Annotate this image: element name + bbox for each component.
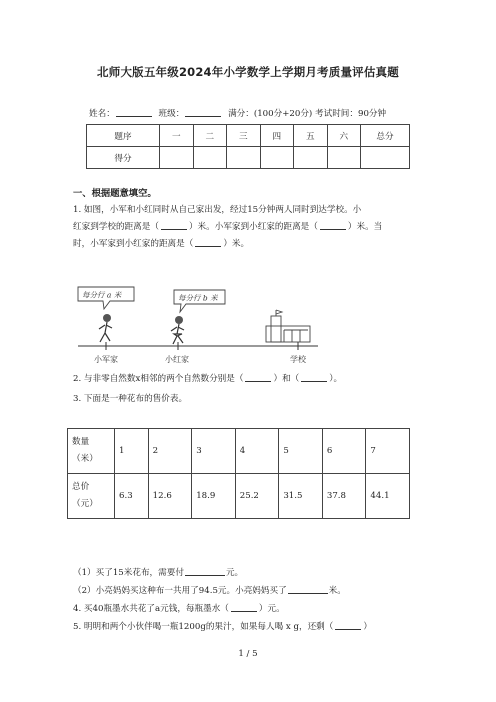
- q1-text: 红家到学校的距离是（: [73, 222, 159, 232]
- class-blank: [185, 108, 221, 117]
- score-table-cell: 题序: [87, 125, 160, 147]
- score-input-cell[interactable]: [361, 147, 410, 169]
- quantity-cell: 7: [366, 429, 410, 474]
- q2-text: ）。: [329, 374, 343, 384]
- price-table-row-header: [68, 429, 115, 474]
- price-table-quantity-row: [68, 429, 410, 474]
- row-header-line: （米）: [72, 454, 98, 464]
- class-label: 班级：: [158, 109, 185, 119]
- row-header-line: 总价: [72, 482, 90, 492]
- q3-sub1-text: 元。: [225, 568, 244, 578]
- question-2: [73, 371, 428, 388]
- answer-blank[interactable]: [161, 220, 187, 230]
- answer-blank[interactable]: [301, 372, 327, 382]
- price-cell: 44.1: [366, 474, 410, 519]
- price-cell: 18.9: [192, 474, 236, 519]
- price-cell: 37.8: [322, 474, 366, 519]
- speech-bubble-right-text: 每分行 b 米: [178, 293, 218, 303]
- row-header-line: 数量: [72, 437, 90, 447]
- answer-blank[interactable]: [335, 620, 361, 630]
- price-cell: 25.2: [235, 474, 279, 519]
- page-number: 1 / 5: [238, 649, 258, 659]
- section-heading: 一、根据题意填空。: [73, 188, 157, 199]
- question-1-line-2: [73, 219, 428, 236]
- q3-sub1-text: （1）买了15米花布，需要付: [73, 568, 184, 578]
- question-3: 3. 下面是一种花布的售价表。: [73, 394, 188, 404]
- quantity-cell: 5: [279, 429, 323, 474]
- score-table-cell: 二: [193, 125, 227, 147]
- quantity-cell: 1: [115, 429, 149, 474]
- q3-sub2-text: （2）小亮妈妈买这种布一共用了94.5元。小亮妈妈买了: [73, 586, 287, 596]
- label-school: 学校: [290, 355, 306, 364]
- score-table-cell: 五: [294, 125, 328, 147]
- score-input-cell[interactable]: [327, 147, 361, 169]
- speech-bubble-left-text: 每分行 a 米: [82, 290, 122, 300]
- q1-text: ）米。小军家到小红家的距离是（: [188, 222, 318, 232]
- question-1: [73, 202, 428, 253]
- answer-blank[interactable]: [231, 602, 257, 612]
- question-3-sub-2: [73, 583, 428, 600]
- page-title: 北师大版五年级2024年小学数学上学期月考质量评估真题: [97, 65, 399, 79]
- score-table-cell: 六: [327, 125, 361, 147]
- q5-text: 5. 明明和两个小伙伴喝一瓶1200g的果汁，如果每人喝 x g，还剩（: [73, 622, 334, 632]
- score-table-cell: 三: [227, 125, 261, 147]
- answer-blank[interactable]: [245, 372, 271, 382]
- score-input-cell[interactable]: [193, 147, 227, 169]
- answer-blank[interactable]: [185, 566, 225, 576]
- girl-figure: [171, 316, 184, 344]
- score-label: 满分：(100分+20分): [228, 109, 313, 119]
- price-cell: 31.5: [279, 474, 323, 519]
- exam-info: [89, 107, 419, 119]
- score-table: [86, 124, 410, 169]
- score-input-cell[interactable]: [160, 147, 194, 169]
- answer-blank[interactable]: [320, 220, 346, 230]
- price-table: [67, 428, 410, 519]
- answer-blank[interactable]: [195, 237, 221, 247]
- score-table-cell: 得分: [87, 147, 160, 169]
- q2-text: 2. 与非零自然数x相邻的两个自然数分别是（: [73, 374, 244, 384]
- price-table-price-row: [68, 474, 410, 519]
- school-building-icon: [266, 310, 310, 342]
- q5-text: ）: [363, 622, 372, 632]
- q1-text: ）米。: [223, 239, 250, 249]
- question-3-sub-1: [73, 565, 428, 582]
- answer-blank[interactable]: [288, 584, 328, 594]
- row-header-line: （元）: [72, 499, 98, 509]
- question-1-line-1: 1. 如图，小军和小红同时从自己家出发，经过15分钟两人同时到达学校。小: [73, 205, 362, 215]
- q1-text: 时，小军家到小红家的距离是（: [73, 239, 194, 249]
- time-label: 考试时间：90分钟: [315, 109, 387, 119]
- distance-figure: [70, 278, 330, 370]
- q4-text: 4. 买40瓶墨水共花了a元钱，每瓶墨水（: [73, 604, 229, 614]
- quantity-cell: 4: [235, 429, 279, 474]
- score-table-cell: 四: [260, 125, 294, 147]
- score-table-cell: 总分: [361, 125, 410, 147]
- label-xiaojun-home: 小军家: [94, 355, 118, 364]
- quantity-cell: 2: [148, 429, 192, 474]
- quantity-cell: 3: [192, 429, 236, 474]
- score-input-cell[interactable]: [260, 147, 294, 169]
- q3-sub2-text: 米。: [328, 586, 346, 596]
- score-input-cell[interactable]: [227, 147, 261, 169]
- q1-text: ）米。当: [347, 222, 383, 232]
- quantity-cell: 6: [322, 429, 366, 474]
- boy-figure: [99, 314, 112, 342]
- question-5: [73, 619, 433, 636]
- score-input-cell[interactable]: [294, 147, 328, 169]
- q4-text: ）元。: [258, 604, 285, 614]
- name-label: 姓名：: [89, 109, 115, 119]
- score-table-score-row: [87, 147, 410, 169]
- question-4: [73, 601, 428, 618]
- price-cell: 12.6: [148, 474, 192, 519]
- label-xiaohong-home: 小红家: [165, 355, 189, 364]
- q2-text: ）和（: [273, 374, 300, 384]
- score-table-cell: 一: [160, 125, 194, 147]
- price-table-row-header: [68, 474, 115, 519]
- name-blank: [116, 108, 152, 117]
- score-table-header-row: [87, 125, 410, 147]
- price-cell: 6.3: [115, 474, 149, 519]
- question-1-line-3: [73, 236, 428, 253]
